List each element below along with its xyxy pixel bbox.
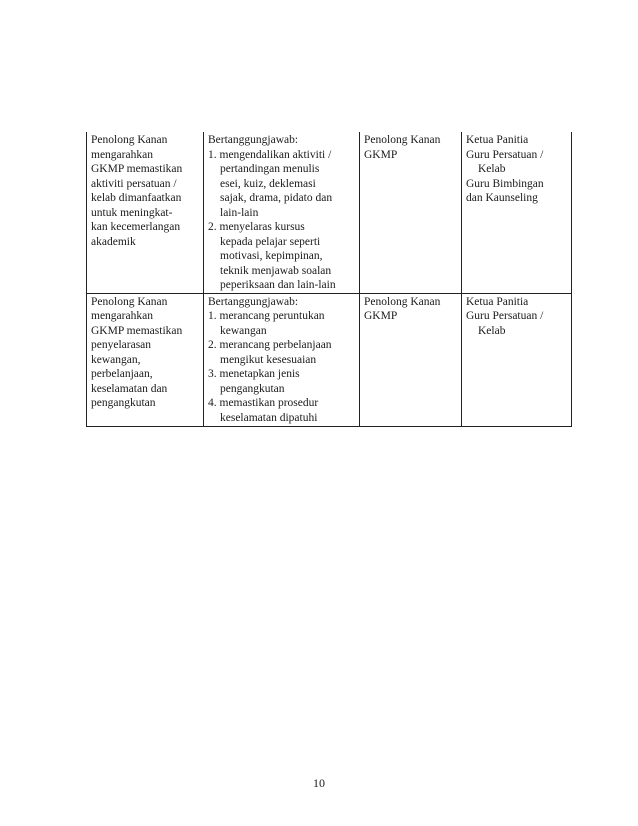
cell-line: dan Kaunseling (466, 192, 538, 204)
responsibility-item (208, 396, 356, 425)
item-text: memastikan prosedur (219, 397, 319, 409)
cell-line: penyelarasan (91, 339, 152, 351)
cell-line: kewangan, (91, 353, 141, 366)
cell-line: kelab dimanfaatkan (91, 192, 182, 204)
cell-line: Ketua Panitia (466, 295, 529, 308)
responsibility-item (208, 338, 356, 367)
item-continuation: peperiksaan dan lain-lain (220, 279, 336, 291)
executor-cell (360, 132, 462, 293)
item-continuation: pertandingan menulis (220, 163, 320, 175)
responsibility-item (208, 367, 356, 396)
cell-line: Penolong Kanan (91, 295, 168, 308)
executor-cell (360, 293, 462, 427)
responsibilities-heading: Bertanggungjawab: (208, 134, 299, 146)
cell-line: mengarahkan (91, 148, 153, 161)
cell-line: GKMP memastikan (91, 163, 183, 175)
item-text: menyelaras kursus (219, 221, 305, 233)
item-continuation: esei, kuiz, deklemasi (220, 177, 316, 190)
cell-line: akademik (91, 235, 136, 248)
item-number: 2. (208, 221, 217, 233)
responsibility-first-line (208, 367, 356, 382)
page-number: 10 (313, 776, 325, 790)
cell-line: Penolong Kanan (364, 295, 441, 308)
cell-line: Kelab (478, 163, 506, 175)
item-continuation: keselamatan dipatuhi (220, 411, 318, 424)
responsibility-first-line (208, 396, 356, 411)
table-row (87, 132, 572, 293)
item-text: merancang peruntukan (219, 310, 325, 322)
cell-line: GKMP memastikan (91, 324, 183, 337)
item-continuation: kepada pelajar seperti (220, 235, 321, 248)
cell-line: Penolong Kanan (364, 134, 441, 146)
cell-line: Penolong Kanan (91, 134, 168, 146)
item-continuation: sajak, drama, pidato dan (220, 192, 333, 204)
item-number: 1. (208, 148, 217, 161)
cell-line: Ketua Panitia (466, 134, 529, 146)
cell-line: GKMP (364, 310, 398, 322)
item-continuation: mengikut kesesuaian (220, 353, 317, 366)
cell-line: kan kecemerlangan (91, 221, 181, 233)
cell-line: untuk meningkat- (91, 206, 173, 219)
cell-line: pengangkutan (91, 397, 156, 409)
responsibilities-heading: Bertanggungjawab: (208, 295, 299, 308)
cell-line: Guru Persatuan / (466, 310, 544, 322)
task-description-cell (87, 293, 204, 427)
cell-line: keselamatan dan (91, 382, 168, 395)
item-number: 2. (208, 339, 217, 351)
cell-line: aktiviti persatuan / (91, 177, 177, 190)
task-description-cell (87, 132, 204, 293)
cell-line: GKMP (364, 148, 398, 161)
assistant-cell (462, 293, 572, 427)
item-text: merancang perbelanjaan (219, 339, 332, 351)
item-continuation: pengangkutan (220, 382, 285, 395)
assistant-cell (462, 132, 572, 293)
responsibilities-cell (204, 293, 360, 427)
item-number: 4. (208, 397, 217, 409)
cell-line: Guru Persatuan / (466, 148, 544, 161)
item-number: 3. (208, 368, 217, 380)
item-text: menetapkan jenis (219, 368, 300, 380)
item-continuation: motivasi, kepimpinan, (220, 250, 323, 262)
responsibility-first-line (208, 338, 356, 353)
responsibility-table (86, 132, 572, 427)
item-text: mengendalikan aktiviti / (219, 148, 332, 161)
table-row (87, 293, 572, 427)
responsibility-item (208, 309, 356, 338)
item-continuation: lain-lain (220, 206, 259, 219)
responsibility-first-line (208, 309, 356, 324)
item-number: 1. (208, 310, 217, 322)
cell-line: Kelab (478, 324, 506, 337)
cell-line: Guru Bimbingan (466, 177, 544, 190)
item-continuation: teknik menjawab soalan (220, 264, 332, 277)
responsibility-item (208, 148, 356, 221)
responsibilities-cell (204, 132, 360, 293)
responsibility-item (208, 220, 356, 293)
cell-line: perbelanjaan, (91, 368, 153, 380)
cell-line: mengarahkan (91, 310, 153, 322)
item-continuation: kewangan (220, 324, 267, 337)
responsibility-first-line (208, 220, 356, 235)
responsibility-first-line (208, 148, 356, 163)
